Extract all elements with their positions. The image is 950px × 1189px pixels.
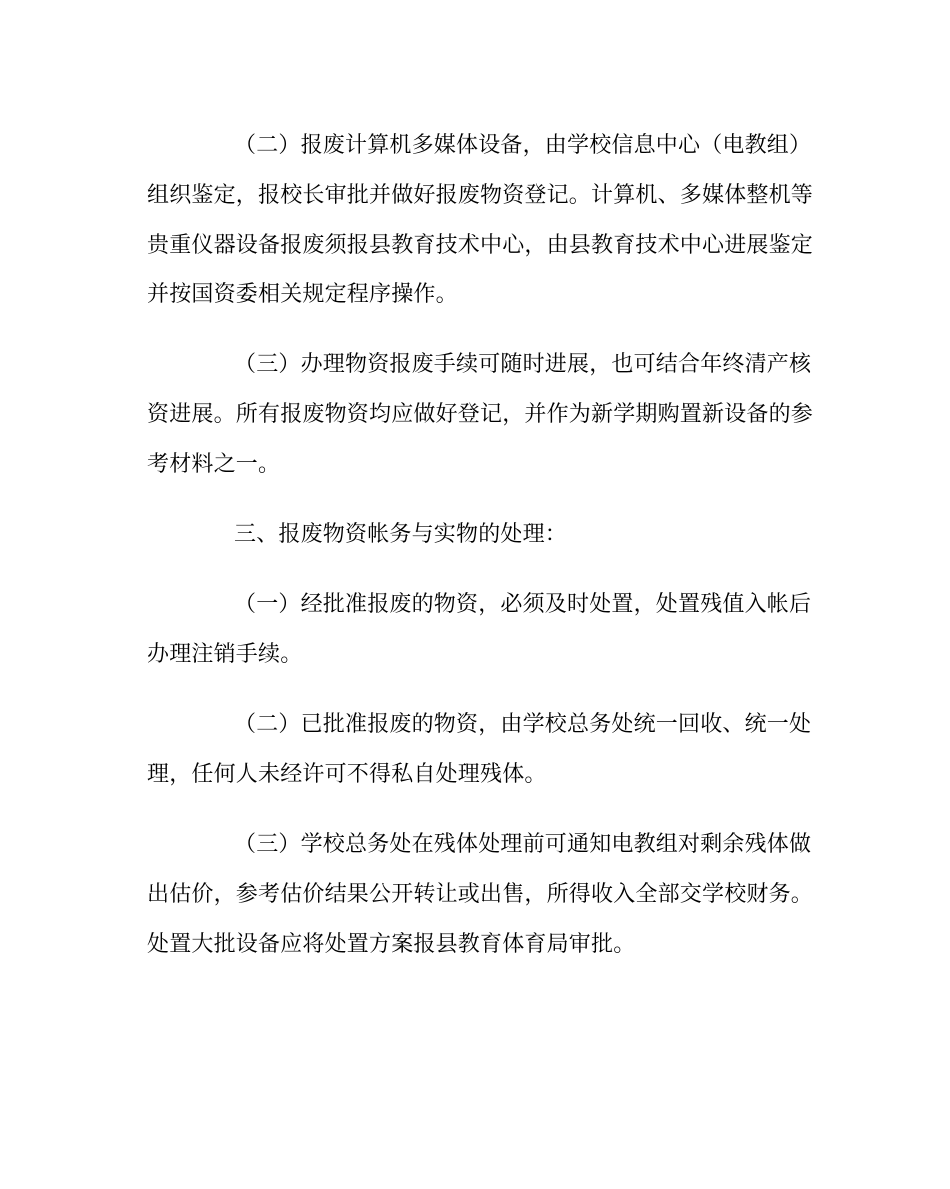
- paragraph-6-line-3: 处置大批设备应将处置方案报县教育体育局审批。: [147, 932, 636, 957]
- paragraph-2-line-2: 资进展。所有报废物资均应做好登记，并作为新学期购置新设备的参: [147, 402, 814, 427]
- paragraph-4-line-2: 办理注销手续。: [147, 642, 303, 667]
- paragraph-2-line-1: （三）办理物资报废手续可随时进展，也可结合年终清产核: [234, 352, 812, 377]
- paragraph-2-line-3: 考材料之一。: [147, 452, 281, 477]
- paragraph-1-line-4: 并按国资委相关规定程序操作。: [147, 282, 458, 307]
- paragraph-5-line-1: （二）已批准报废的物资，由学校总务处统一回收、统一处: [234, 712, 812, 737]
- paragraph-6-line-2: 出估价，参考估价结果公开转让或出售，所得收入全部交学校财务。: [147, 882, 814, 907]
- paragraph-5-line-2: 理，任何人未经许可不得私自处理残体。: [147, 762, 547, 787]
- paragraph-1-line-3: 贵重仪器设备报废须报县教育技术中心，由县教育技术中心进展鉴定: [147, 233, 814, 258]
- paragraph-6-line-1: （三）学校总务处在残体处理前可通知电教组对剩余残体做: [234, 832, 812, 857]
- paragraph-4-line-1: （一）经批准报废的物资，必须及时处置，处置残值入帐后: [234, 592, 812, 617]
- paragraph-1-line-1: （二）报废计算机多媒体设备，由学校信息中心（电教组）: [234, 133, 812, 158]
- paragraph-1-line-2: 组织鉴定，报校长审批并做好报废物资登记。计算机、多媒体整机等: [147, 183, 814, 208]
- section-heading: 三、报废物资帐务与实物的处理：: [234, 522, 568, 547]
